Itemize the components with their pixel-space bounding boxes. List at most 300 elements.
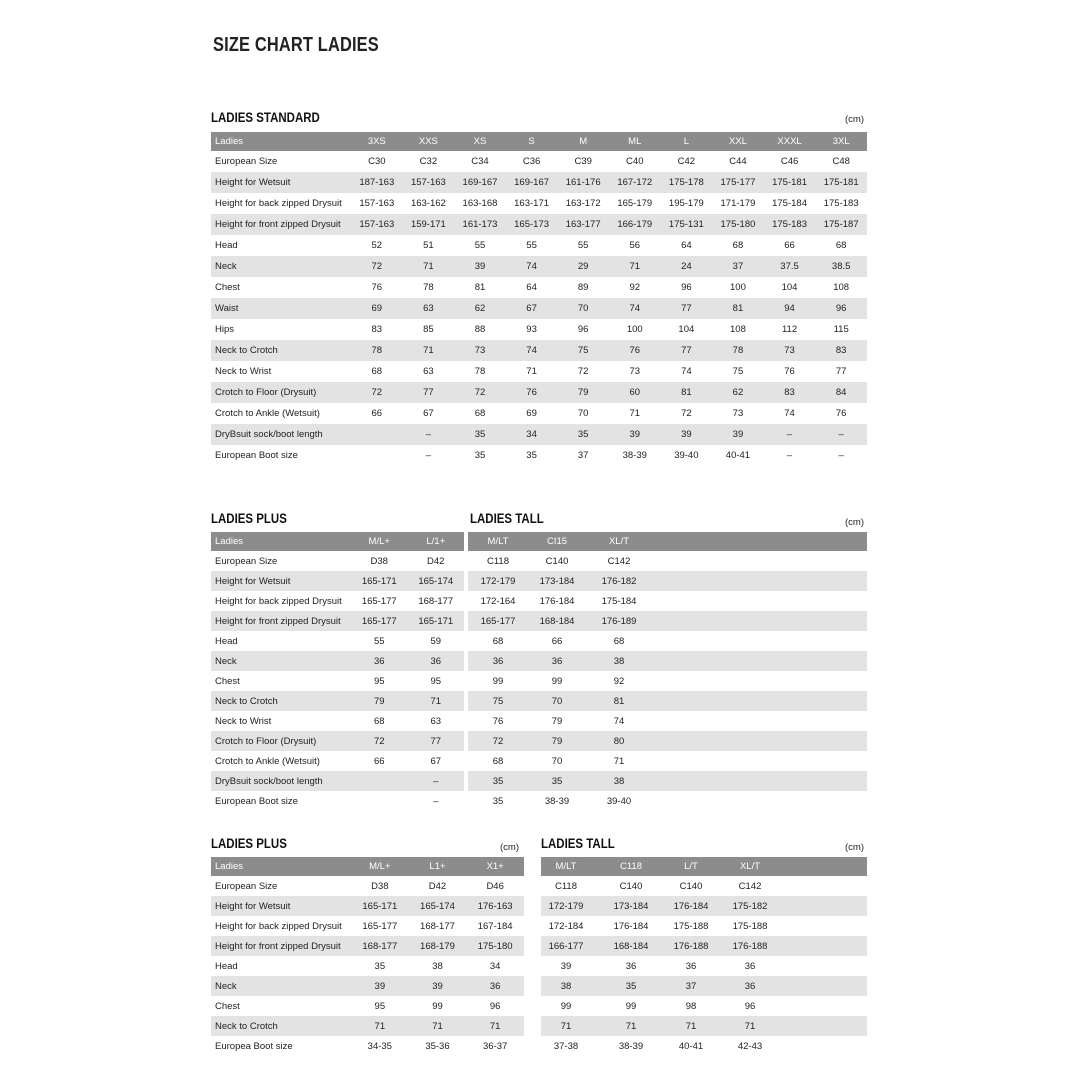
table-row: [211, 731, 464, 751]
table-cell: 37.5: [764, 256, 816, 277]
table-cell: 36: [351, 651, 408, 671]
table-cell: 69: [351, 298, 403, 319]
column-header: L: [661, 132, 713, 151]
table-cell: 66: [528, 631, 586, 651]
table-row: [211, 591, 464, 611]
table-cell: 168-184: [591, 936, 671, 956]
table-cell: 71: [609, 403, 661, 424]
row-label: Head: [211, 235, 351, 256]
table-cell: 166-177: [541, 936, 591, 956]
table-cell: 75: [712, 361, 764, 382]
table-cell: 157-163: [351, 193, 403, 214]
table-cell: C142: [711, 876, 789, 896]
table-row: [211, 235, 867, 256]
table-cell: C30: [351, 151, 403, 172]
table-cell: 42-43: [711, 1036, 789, 1056]
table-cell: 71: [711, 1016, 789, 1036]
table-row: [211, 172, 867, 193]
table-cell: C42: [661, 151, 713, 172]
table-cell: C118: [468, 551, 528, 571]
table-cell: C118: [541, 876, 591, 896]
table-cell: 74: [661, 361, 713, 382]
row-label: European Size: [211, 551, 351, 571]
table-row: [211, 711, 464, 731]
table-cell: 175-188: [671, 916, 711, 936]
header-row: [211, 857, 524, 876]
table-cell: –: [408, 791, 465, 811]
table-row: [211, 298, 867, 319]
table-row: [541, 916, 867, 936]
table-row: [211, 256, 867, 277]
row-label: Head: [211, 631, 351, 651]
table-cell: 175-131: [661, 214, 713, 235]
table-cell: 89: [557, 277, 609, 298]
table-row: [211, 361, 867, 382]
table-cell: 168-177: [351, 936, 409, 956]
table-cell: 36: [466, 976, 524, 996]
table-cell: 165-171: [351, 896, 409, 916]
table-cell: 68: [351, 711, 408, 731]
table-cell: 73: [609, 361, 661, 382]
table-cell: 108: [712, 319, 764, 340]
table-cell: 165-179: [609, 193, 661, 214]
table-cell: 56: [609, 235, 661, 256]
row-label: Head: [211, 956, 351, 976]
table-row: [211, 916, 524, 936]
table-cell: 38: [586, 651, 652, 671]
table-cell: 175-188: [711, 916, 789, 936]
table-cell: 36-37: [466, 1036, 524, 1056]
table-row: [468, 791, 867, 811]
table-cell: 165-174: [408, 571, 465, 591]
table-row: [541, 996, 867, 1016]
table-cell: 68: [712, 235, 764, 256]
table-cell: 39: [351, 976, 409, 996]
table-cell: 81: [661, 382, 713, 403]
table-row: [541, 936, 867, 956]
filler-cell: [652, 731, 867, 751]
column-header: XXS: [403, 132, 455, 151]
table-cell: 157-163: [403, 172, 455, 193]
table-cell: 167-172: [609, 172, 661, 193]
table-row: [211, 151, 867, 172]
table-cell: 36: [591, 956, 671, 976]
table-cell: D38: [351, 551, 408, 571]
table-cell: 37: [712, 256, 764, 277]
table-row: [211, 340, 867, 361]
table-cell: –: [403, 445, 455, 466]
table-cell: 39: [609, 424, 661, 445]
row-label: Height for back zipped Drysuit: [211, 591, 351, 611]
row-label: Height for back zipped Drysuit: [211, 193, 351, 214]
table-cell: C140: [528, 551, 586, 571]
table-cell: 176-189: [586, 611, 652, 631]
table-cell: 71: [403, 340, 455, 361]
filler-cell: [652, 611, 867, 631]
page-title: SIZE CHART LADIES: [213, 34, 379, 56]
column-header: XL/T: [586, 532, 652, 551]
row-label: Chest: [211, 277, 351, 298]
table-cell: –: [815, 424, 867, 445]
table-cell: 96: [466, 996, 524, 1016]
table-cell: 165-177: [468, 611, 528, 631]
table-cell: D46: [466, 876, 524, 896]
table-cell: 72: [454, 382, 506, 403]
column-header: Ladies: [211, 132, 351, 151]
table-cell: 36: [671, 956, 711, 976]
table-cell: 55: [454, 235, 506, 256]
row-label: Height for Wetsuit: [211, 896, 351, 916]
table-cell: 79: [528, 731, 586, 751]
table-cell: 38: [409, 956, 467, 976]
table-cell: 169-167: [454, 172, 506, 193]
table-cell: 99: [591, 996, 671, 1016]
table-cell: 92: [609, 277, 661, 298]
table-cell: 157-163: [351, 214, 403, 235]
table-row: [211, 403, 867, 424]
column-header: L/T: [671, 857, 711, 876]
table-row: [211, 193, 867, 214]
table-cell: 64: [661, 235, 713, 256]
table-cell: 84: [815, 382, 867, 403]
table-cell: 161-176: [557, 172, 609, 193]
column-header: 3XL: [815, 132, 867, 151]
table-row: [468, 551, 867, 571]
table-row: [211, 611, 464, 631]
table-cell: 99: [409, 996, 467, 1016]
table-cell: 176-184: [591, 916, 671, 936]
filler-cell: [789, 976, 867, 996]
table-cell: 72: [468, 731, 528, 751]
table-cell: 55: [557, 235, 609, 256]
table-cell: –: [764, 424, 816, 445]
table-cell: 63: [403, 361, 455, 382]
table-row: [541, 896, 867, 916]
table-cell: 36: [468, 651, 528, 671]
column-header: L1+: [409, 857, 467, 876]
table-cell: 63: [403, 298, 455, 319]
table-cell: 77: [408, 731, 465, 751]
row-label: European Size: [211, 876, 351, 896]
table-cell: 96: [661, 277, 713, 298]
table-cell: 34: [466, 956, 524, 976]
table-cell: 71: [591, 1016, 671, 1036]
table-cell: C142: [586, 551, 652, 571]
table-cell: 34-35: [351, 1036, 409, 1056]
table-cell: 99: [528, 671, 586, 691]
table-cell: C34: [454, 151, 506, 172]
table-cell: 81: [712, 298, 764, 319]
table-cell: 175-187: [815, 214, 867, 235]
table-row: [211, 571, 464, 591]
table-cell: 161-173: [454, 214, 506, 235]
table-cell: 81: [454, 277, 506, 298]
table-row: [541, 976, 867, 996]
row-label: Chest: [211, 996, 351, 1016]
ladies-standard-table: [211, 132, 867, 466]
column-header: ML: [609, 132, 661, 151]
ladies-plus-table: [211, 532, 464, 811]
table-cell: 38-39: [609, 445, 661, 466]
table-row: [211, 631, 464, 651]
filler-cell: [789, 996, 867, 1016]
table-cell: 100: [712, 277, 764, 298]
table-cell: 172-179: [541, 896, 591, 916]
table-cell: 175-180: [466, 936, 524, 956]
ladies-tall-2-title: LADIES TALL: [541, 836, 615, 851]
row-label: Height for Wetsuit: [211, 172, 351, 193]
table-cell: 72: [557, 361, 609, 382]
row-label: Hips: [211, 319, 351, 340]
table-cell: 76: [609, 340, 661, 361]
table-cell: 70: [557, 298, 609, 319]
table-cell: 169-167: [506, 172, 558, 193]
table-cell: 72: [351, 256, 403, 277]
table-cell: 80: [586, 731, 652, 751]
table-cell: 67: [403, 403, 455, 424]
table-cell: 52: [351, 235, 403, 256]
filler-cell: [652, 551, 867, 571]
table-row: [211, 214, 867, 235]
table-cell: 165-171: [408, 611, 465, 631]
table-cell: 71: [586, 751, 652, 771]
table-cell: 35: [591, 976, 671, 996]
table-cell: 74: [506, 256, 558, 277]
filler-cell: [789, 876, 867, 896]
table-cell: 77: [815, 361, 867, 382]
table-cell: 83: [764, 382, 816, 403]
table-cell: 68: [468, 751, 528, 771]
table-cell: 38-39: [528, 791, 586, 811]
table-cell: 40-41: [712, 445, 764, 466]
column-header: M: [557, 132, 609, 151]
table-cell: 175-181: [815, 172, 867, 193]
table-cell: 96: [557, 319, 609, 340]
table-row: [211, 319, 867, 340]
table-cell: 73: [764, 340, 816, 361]
row-label: Crotch to Floor (Drysuit): [211, 382, 351, 403]
table-cell: 108: [815, 277, 867, 298]
table-cell: 173-184: [528, 571, 586, 591]
row-label: Height for Wetsuit: [211, 571, 351, 591]
table-cell: 69: [506, 403, 558, 424]
table-cell: 96: [815, 298, 867, 319]
table-cell: 68: [468, 631, 528, 651]
table-cell: 35: [506, 445, 558, 466]
table-cell: 195-179: [661, 193, 713, 214]
table-cell: 77: [661, 340, 713, 361]
table-cell: 35: [468, 791, 528, 811]
table-row: [211, 277, 867, 298]
table-cell: 93: [506, 319, 558, 340]
filler-cell: [652, 671, 867, 691]
table-cell: 37: [557, 445, 609, 466]
table-cell: 176-184: [528, 591, 586, 611]
table-cell: 79: [557, 382, 609, 403]
table-cell: 172-179: [468, 571, 528, 591]
table-cell: 66: [351, 751, 408, 771]
table-cell: 78: [454, 361, 506, 382]
header-row: [211, 532, 464, 551]
table-cell: 168-177: [409, 916, 467, 936]
table-cell: 38.5: [815, 256, 867, 277]
table-cell: C36: [506, 151, 558, 172]
table-cell: 112: [764, 319, 816, 340]
row-label: Chest: [211, 671, 351, 691]
table-row: [468, 611, 867, 631]
row-label: Height for back zipped Drysuit: [211, 916, 351, 936]
column-header: Ladies: [211, 857, 351, 876]
table-cell: [351, 424, 403, 445]
table-row: [468, 651, 867, 671]
table-cell: [351, 445, 403, 466]
table-cell: 55: [506, 235, 558, 256]
table-cell: 79: [351, 691, 408, 711]
table-cell: 176-163: [466, 896, 524, 916]
table-cell: 62: [712, 382, 764, 403]
table-cell: 75: [468, 691, 528, 711]
table-cell: 38-39: [591, 1036, 671, 1056]
ladies-plus-2-title: LADIES PLUS: [211, 836, 287, 851]
table-cell: 74: [609, 298, 661, 319]
column-header: L/1+: [408, 532, 465, 551]
table-cell: 36: [528, 651, 586, 671]
table-cell: D42: [408, 551, 465, 571]
table-cell: [351, 791, 408, 811]
table-cell: C40: [609, 151, 661, 172]
table-cell: 173-184: [591, 896, 671, 916]
table-cell: 34: [506, 424, 558, 445]
column-header: XS: [454, 132, 506, 151]
filler-cell: [652, 631, 867, 651]
column-header: M/LT: [468, 532, 528, 551]
filler-cell: [652, 571, 867, 591]
table-cell: 175-181: [764, 172, 816, 193]
table-cell: 165-171: [351, 571, 408, 591]
table-cell: 39: [661, 424, 713, 445]
table-cell: 39-40: [586, 791, 652, 811]
table-cell: 115: [815, 319, 867, 340]
column-header: M/LT: [541, 857, 591, 876]
table-cell: C48: [815, 151, 867, 172]
column-header: M/L+: [351, 532, 408, 551]
table-cell: 76: [506, 382, 558, 403]
row-label: Crotch to Ankle (Wetsuit): [211, 403, 351, 424]
table-cell: 37-38: [541, 1036, 591, 1056]
table-row: [211, 551, 464, 571]
table-cell: 187-163: [351, 172, 403, 193]
table-row: [468, 691, 867, 711]
row-label: Europea Boot size: [211, 1036, 351, 1056]
table-row: [541, 956, 867, 976]
table-cell: 36: [711, 956, 789, 976]
table-cell: 165-173: [506, 214, 558, 235]
row-label: European Boot size: [211, 791, 351, 811]
table-cell: 71: [541, 1016, 591, 1036]
table-cell: 95: [408, 671, 465, 691]
table-row: [211, 791, 464, 811]
header-row: [211, 132, 867, 151]
table-cell: C39: [557, 151, 609, 172]
table-row: [541, 1036, 867, 1056]
table-cell: 175-180: [712, 214, 764, 235]
row-label: European Size: [211, 151, 351, 172]
table-cell: 81: [586, 691, 652, 711]
table-row: [211, 896, 524, 916]
ladies-tall-unit: (cm): [845, 517, 864, 528]
table-cell: 163-162: [403, 193, 455, 214]
row-label: Neck: [211, 976, 351, 996]
table-cell: –: [815, 445, 867, 466]
table-cell: 66: [764, 235, 816, 256]
header-filler: [789, 857, 867, 876]
table-cell: D38: [351, 876, 409, 896]
table-cell: 72: [351, 382, 403, 403]
table-cell: 71: [466, 1016, 524, 1036]
table-cell: 68: [351, 361, 403, 382]
table-cell: 163-168: [454, 193, 506, 214]
table-cell: 71: [609, 256, 661, 277]
table-cell: 71: [671, 1016, 711, 1036]
table-cell: 165-174: [409, 896, 467, 916]
table-row: [211, 996, 524, 1016]
table-cell: C44: [712, 151, 764, 172]
column-header: C118: [591, 857, 671, 876]
table-cell: 64: [506, 277, 558, 298]
filler-cell: [652, 591, 867, 611]
table-cell: 175-182: [711, 896, 789, 916]
table-cell: 163-171: [506, 193, 558, 214]
column-header: S: [506, 132, 558, 151]
table-cell: 70: [557, 403, 609, 424]
table-cell: 165-177: [351, 591, 408, 611]
header-row: [468, 532, 867, 551]
table-row: [211, 424, 867, 445]
filler-cell: [789, 916, 867, 936]
row-label: Neck to Crotch: [211, 1016, 351, 1036]
table-cell: 176-184: [671, 896, 711, 916]
table-cell: 95: [351, 996, 409, 1016]
table-row: [211, 936, 524, 956]
table-cell: 92: [586, 671, 652, 691]
table-cell: 159-171: [403, 214, 455, 235]
table-cell: 168-177: [408, 591, 465, 611]
table-cell: 76: [764, 361, 816, 382]
column-header: X1+: [466, 857, 524, 876]
column-header: XXXL: [764, 132, 816, 151]
table-cell: 176-182: [586, 571, 652, 591]
ladies-plus-2-unit: (cm): [500, 842, 519, 853]
table-cell: 72: [661, 403, 713, 424]
table-cell: 40-41: [671, 1036, 711, 1056]
table-cell: 104: [661, 319, 713, 340]
table-cell: 168-179: [409, 936, 467, 956]
table-cell: 95: [351, 671, 408, 691]
filler-cell: [789, 1036, 867, 1056]
table-cell: 76: [351, 277, 403, 298]
table-row: [541, 876, 867, 896]
table-cell: 168-184: [528, 611, 586, 631]
table-cell: 63: [408, 711, 465, 731]
table-cell: 71: [351, 1016, 409, 1036]
table-row: [211, 382, 867, 403]
table-cell: 78: [712, 340, 764, 361]
row-label: Neck to Wrist: [211, 361, 351, 382]
filler-cell: [789, 896, 867, 916]
column-header: 3XS: [351, 132, 403, 151]
table-cell: 76: [815, 403, 867, 424]
table-cell: 73: [712, 403, 764, 424]
